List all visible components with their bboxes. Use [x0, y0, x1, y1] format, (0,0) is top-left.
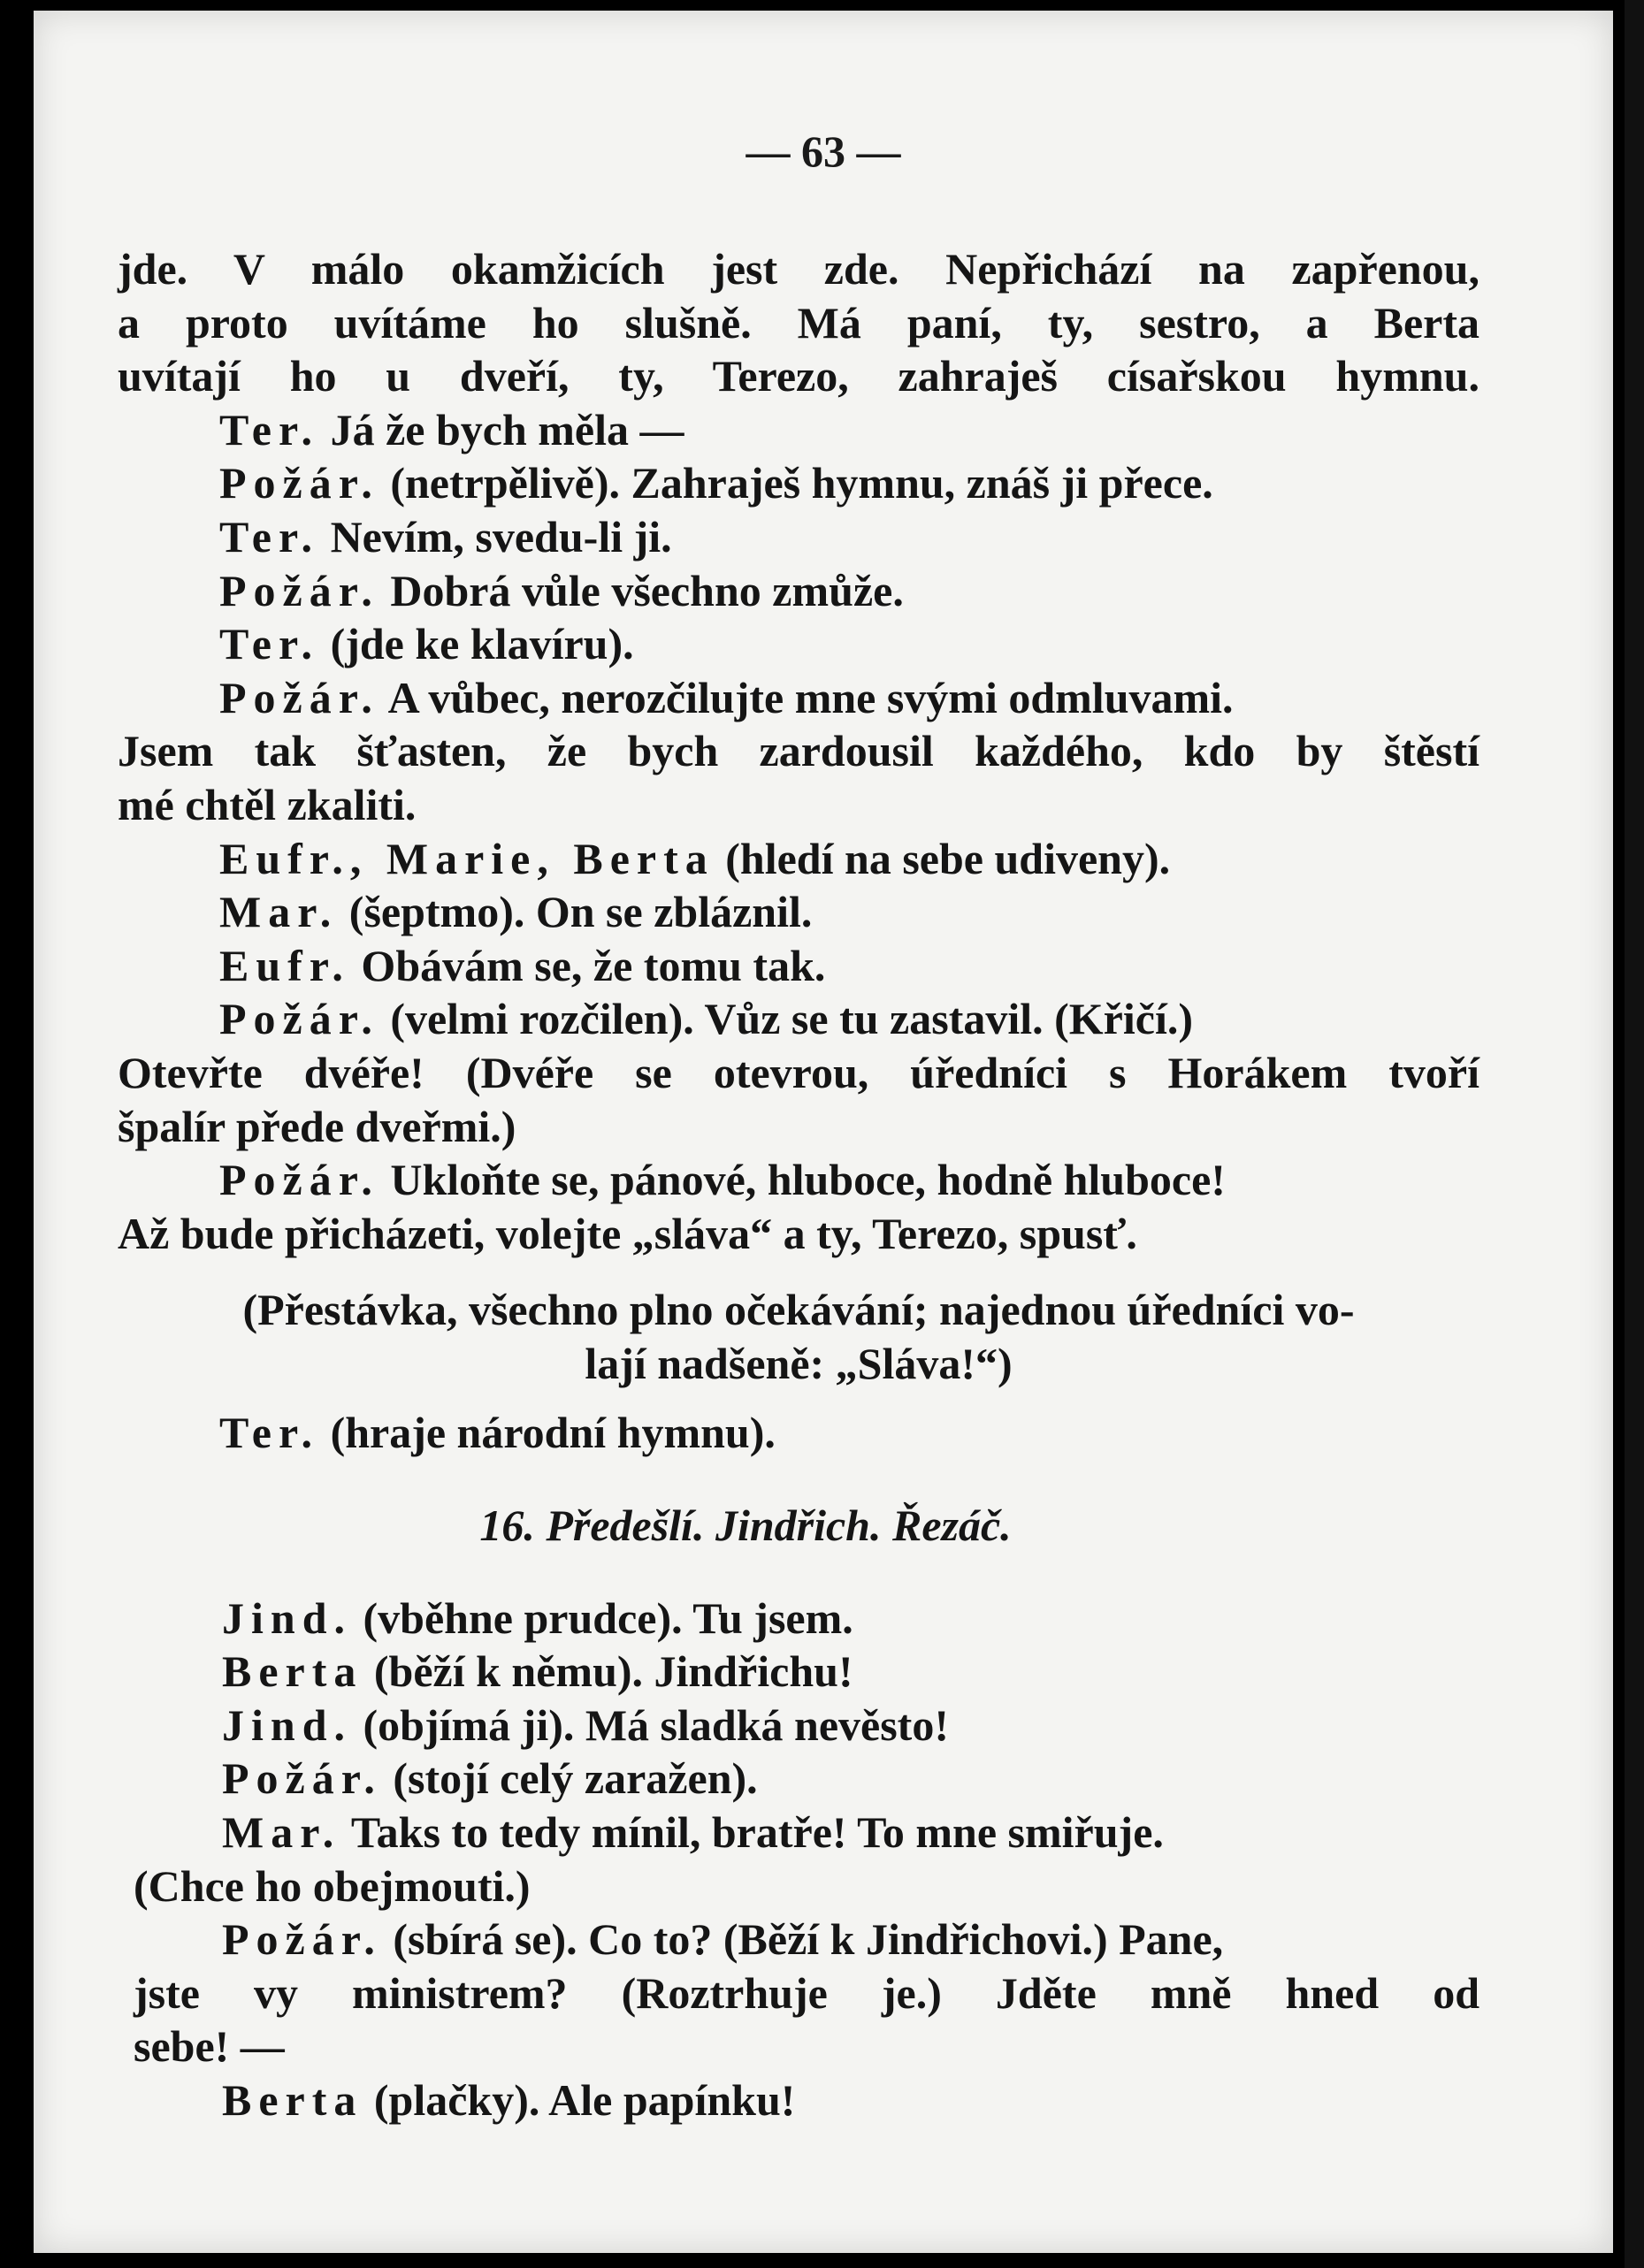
text-line: mé chtěl zkaliti. — [118, 779, 417, 829]
text-line: Jsem tak šťasten, že bych zardousil každého, kdo by štěstí — [118, 726, 1480, 776]
dialogue-text: Já že bych měla — — [319, 404, 684, 454]
speaker-name: Jind. — [222, 1699, 353, 1750]
dialogue-line — [118, 832, 1480, 886]
page-text — [118, 242, 1480, 2127]
dialogue-text: (hraje národní hymnu). — [319, 1408, 776, 1458]
dialogue-line — [118, 564, 1480, 618]
speaker-name: Požár. — [219, 458, 379, 508]
dialogue-text: (sbírá se). Co to? (Běží k Jindřichovi.) Pane, — [381, 1914, 1224, 1965]
stage-direction — [118, 1283, 1480, 1390]
dialogue-line — [134, 1913, 1480, 1966]
dialogue-text: Taks to tedy mínil, bratře! To mne smiřuje. — [340, 1807, 1164, 1858]
dialogue-line — [118, 885, 1480, 939]
text-line: Otevřte dvéře! (Dvéře se otevrou, úředníci s Horákem tvoří — [118, 1047, 1480, 1097]
speaker-name: Mar. — [222, 1807, 341, 1858]
dialogue-line — [118, 456, 1480, 510]
scene-16-dialogue — [118, 1592, 1480, 2127]
dialogue-text: Dobrá vůle všechno zmůže. — [379, 565, 904, 615]
dialogue-text: (běží k němu). Jindřichu! — [363, 1646, 853, 1697]
text-line: a proto uvítáme ho slušně. Má paní, ty, sestro, a Berta — [118, 297, 1480, 347]
dialogue-line — [118, 510, 1480, 564]
dialogue-line — [134, 1699, 1480, 1753]
dialogue-line — [118, 1153, 1480, 1207]
dialogue-text: (hledí na sebe udiveny). — [714, 833, 1171, 883]
speaker-name: Požár. — [219, 994, 379, 1044]
dialogue-text: Ukloňte se, pánové, hluboce, hodně hluboce! — [379, 1155, 1226, 1205]
speaker-name: Jind. — [222, 1592, 353, 1643]
dialogue-text: (objímá ji). Má sladká nevěsto! — [352, 1699, 949, 1750]
text-line: sebe! — — [134, 2021, 285, 2072]
dialogue-line — [134, 1806, 1480, 1859]
dialogue-text: (stojí celý zaražen). — [381, 1753, 758, 1804]
speaker-name: Ter. — [219, 1408, 320, 1458]
stage-direction-line: (Přestávka, všechno plno očekávání; najednou úředníci vo- — [242, 1285, 1355, 1335]
scan-edge — [1625, 0, 1644, 2268]
dialogue-line — [134, 2073, 1480, 2127]
dialogue-line — [118, 671, 1480, 725]
stage-direction-line: lají nadšeně: „Sláva!“) — [585, 1338, 1013, 1388]
dialogue-text: (jde ke klavíru). — [319, 619, 634, 669]
dialogue-line — [134, 1592, 1480, 1646]
text-line: Až bude přicházeti, volejte „sláva“ a ty, Terezo, spusť. — [118, 1208, 1137, 1258]
dialogue-text: (velmi rozčilen). Vůz se tu zastavil. (Křičí.) — [379, 994, 1193, 1044]
dialogue-text: Obávám se, že tomu tak. — [349, 940, 826, 990]
speaker-name: Eufr., Marie, Berta — [219, 833, 715, 883]
dialogue-line — [118, 992, 1480, 1046]
dialogue-line — [134, 1752, 1480, 1806]
speaker-name: Požár. — [219, 672, 379, 722]
text-line: (Chce ho obejmouti.) — [134, 1860, 531, 1911]
text-line: jde. V málo okamžicích jest zde. Nepřichází na zapřenou, — [118, 244, 1480, 294]
dialogue-line — [118, 1406, 1480, 1460]
dialogue-line — [118, 403, 1480, 457]
dialogue-text: (šeptmo). On se zbláznil. — [338, 887, 813, 937]
speaker-name: Berta — [222, 2075, 363, 2125]
speaker-name: Požár. — [222, 1914, 382, 1965]
speaker-name: Požár. — [222, 1753, 382, 1804]
speaker-name: Eufr. — [219, 940, 350, 990]
speaker-name: Požár. — [219, 565, 379, 615]
dialogue-text: (netrpělivě). Zahraješ hymnu, znáš ji přece. — [379, 458, 1213, 508]
speaker-name: Požár. — [219, 1155, 379, 1205]
dialogue-text: (vběhne prudce). Tu jsem. — [352, 1592, 853, 1643]
text-line: uvítají ho u dveří, ty, Terezo, zahraješ císařskou hymnu. — [118, 351, 1480, 401]
page-number: — 63 — — [746, 126, 901, 176]
text-line: špalír přede dveřmi.) — [118, 1101, 516, 1151]
dialogue-text: (plačky). Ale papínku! — [363, 2075, 796, 2125]
text-line: jste vy ministrem? (Roztrhuje je.) Jděte mně hned od — [134, 1967, 1480, 2018]
dialogue-line — [134, 1645, 1480, 1699]
book-page — [34, 11, 1613, 2253]
scene-heading: 16. Předešlí. Jindřich. Řezáč. — [479, 1501, 1012, 1551]
speaker-name: Berta — [222, 1646, 363, 1697]
dialogue-text: Nevím, svedu-li ji. — [319, 511, 672, 561]
dialogue-line — [118, 617, 1480, 671]
dialogue-line — [118, 939, 1480, 993]
speaker-name: Mar. — [219, 887, 339, 937]
speaker-name: Ter. — [219, 511, 320, 561]
speaker-name: Ter. — [219, 619, 320, 669]
dialogue-text: A vůbec, nerozčilujte mne svými odmluvami. — [379, 672, 1234, 722]
speaker-name: Ter. — [219, 404, 320, 454]
